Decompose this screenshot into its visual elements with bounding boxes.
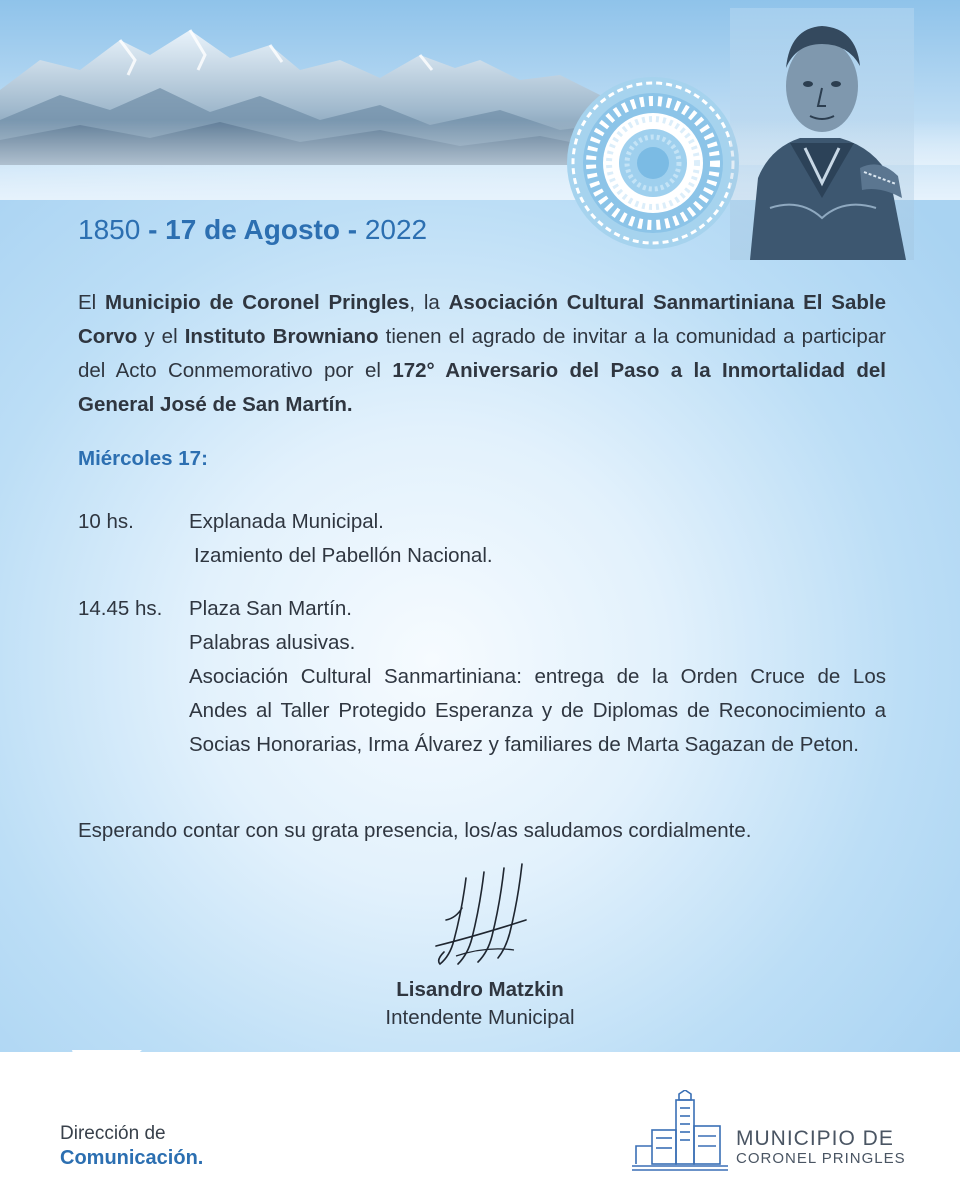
event-line: Asociación Cultural Sanmartiniana: entrega de la Orden Cruce de Los Andes al Taller Protegido Esperanza y de Diplomas de Reconocimiento a Socias Honorarias, Irma Álvarez y familiares de Marta Sagazan de Peton. [189,665,886,756]
event-line: Palabras alusivas. [189,631,356,654]
intro-bold-asociacion: Asociación Cultural Sanmartiniana El Sable Corvo [78,291,886,348]
signature-image [426,860,544,972]
intro-text-2: , la [409,291,449,314]
department-credit [60,1122,203,1170]
department-line-1: Dirección de [60,1123,166,1144]
intro-bold-municipio: Municipio de Coronel Pringles [105,291,410,314]
department-line-2: Comunicación. [60,1147,204,1169]
signer-block [330,976,630,1032]
intro-text-4: tienen el agrado de invitar a la comunidad a participar del Acto Conmemorativo por el [78,325,886,382]
event-line: Explanada Municipal. [189,510,384,533]
signer-role: Intendente Municipal [385,1006,575,1029]
intro-bold-instituto: Instituto Browniano [184,325,379,348]
schedule-day: Miércoles 17: [78,447,208,470]
closing-sentence: Esperando contar con su grata presencia, los/as saludamos cordialmente. [78,819,752,842]
cockade-image [566,76,740,250]
heading-year-start: 1850 [78,214,141,245]
intro-text-3: y el [137,325,185,348]
portrait-image [730,8,914,260]
municipal-building-logo-icon [632,1090,728,1172]
logo-line-1: MUNICIPIO DE [736,1127,894,1150]
intro-text-1: El [78,291,106,314]
event-details [189,505,886,573]
heading-year-end: 2022 [364,214,428,245]
event-line: Plaza San Martín. [189,597,352,620]
signer-name: Lisandro Matzkin [396,978,564,1001]
intro-bold-aniversario: 172° Aniversario del Paso a la Inmortalidad del General José de San Martín. [78,359,886,416]
event-line: Izamiento del Pabellón Nacional. [194,544,493,567]
speech-bubble-notch [72,1050,142,1102]
logo-line-2: CORONEL PRINGLES [736,1150,906,1167]
municipal-logo-text [736,1129,906,1169]
heading-date: - 17 de Agosto - [148,214,358,245]
commemoration-heading [78,214,427,246]
event-time: 10 hs. [78,510,134,533]
invitation-paragraph [78,286,886,422]
event-details [189,592,886,762]
event-time: 14.45 hs. [78,597,163,620]
